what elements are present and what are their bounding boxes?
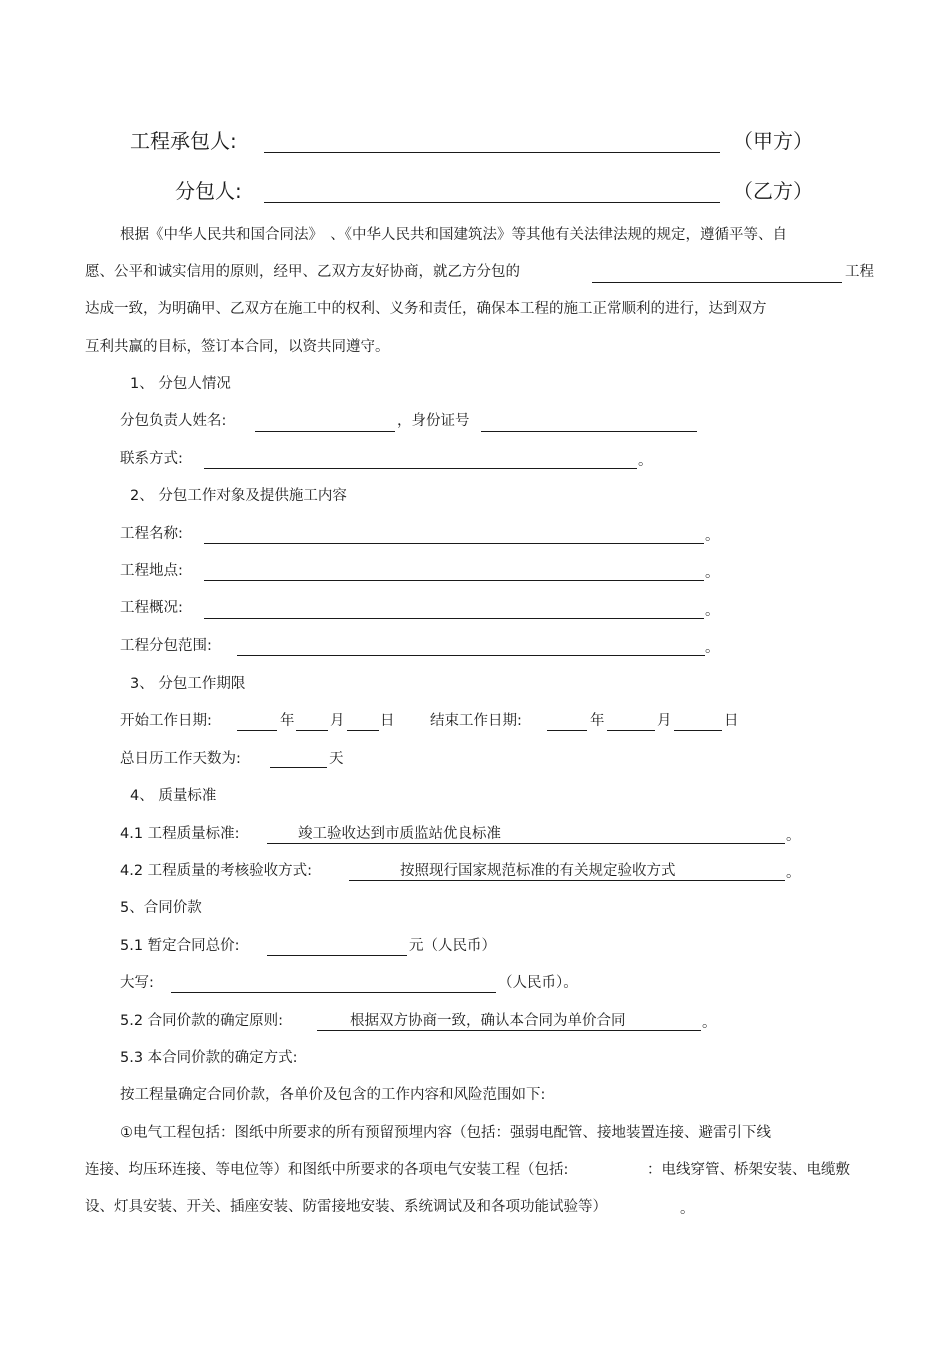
end-date-label: 结束工作日期: (430, 713, 522, 729)
project-name-blank[interactable] (204, 543, 704, 544)
project-location-label: 工程地点: (120, 563, 183, 579)
project-name-label: 工程名称: (120, 526, 183, 542)
name-label: 分包负责人姓名: (120, 413, 227, 429)
section-2-heading: 2、 分包工作对象及提供施工内容 (130, 488, 347, 504)
intro-line-4: 互利共赢的目标，签订本合同，以资共同遵守。 (85, 339, 390, 355)
name-blank[interactable] (255, 431, 395, 432)
section-1-heading: 1、 分包人情况 (130, 376, 231, 392)
end-month-blank[interactable] (607, 730, 655, 731)
section-5-heading: 5、合同价款 (120, 900, 202, 916)
electrical-line-2a: 连接、均压环连接、等电位等）和图纸中所要求的各项电气安装工程（包括: (85, 1162, 569, 1178)
intro-line-2: 愿、公平和诚实信用的原则，经甲、乙双方友好协商，就乙方分包的 (85, 264, 520, 280)
quality-standard-label: 4.1 工程质量标准: (120, 826, 240, 842)
end-year-unit: 年 (590, 713, 605, 729)
acceptance-method-period: 。 (786, 865, 801, 881)
start-date-label: 开始工作日期: (120, 713, 212, 729)
scope-period: 。 (705, 640, 720, 656)
total-days-blank[interactable] (270, 767, 327, 768)
start-month-unit: 月 (330, 713, 345, 729)
pricing-method-text: 按工程量确定合同价款，各单价及包含的工作内容和风险范围如下: (120, 1087, 546, 1103)
end-month-unit: 月 (657, 713, 672, 729)
uppercase-unit: （人民币）。 (498, 975, 578, 991)
subcontractor-blank[interactable] (264, 202, 720, 203)
id-blank[interactable] (481, 431, 697, 432)
electrical-line-3: 设、灯具安装、开关、插座安装、防雷接地安装、系统调试及和各项功能试验等） (85, 1199, 607, 1215)
id-label: ，身份证号 (397, 413, 470, 429)
project-location-period: 。 (705, 565, 720, 581)
project-location-blank[interactable] (204, 580, 704, 581)
intro-line-1: 根据《中华人民共和国合同法》 、《中华人民共和国建筑法》等其他有关法律法规的规定，遵循平等、自 (120, 227, 787, 243)
section-4-heading: 4、 质量标准 (130, 788, 217, 804)
start-year-blank[interactable] (237, 730, 277, 731)
intro-line-2-end: 工程 (845, 264, 874, 280)
quality-standard-period: 。 (786, 828, 801, 844)
contractor-label: 工程承包人: (130, 129, 237, 153)
electrical-period: 。 (680, 1201, 695, 1217)
contractor-blank[interactable] (264, 152, 720, 153)
party-b-label: （乙方） (733, 179, 813, 203)
contact-period: 。 (638, 453, 653, 469)
quality-standard-value: 竣工验收达到市质监站优良标准 (298, 826, 501, 842)
total-price-blank[interactable] (267, 955, 407, 956)
acceptance-method-value: 按照现行国家规范标准的有关规定验收方式 (400, 863, 676, 879)
end-year-blank[interactable] (547, 730, 587, 731)
scope-blank[interactable] (237, 655, 705, 656)
pricing-principle-label: 5.2 合同价款的确定原则: (120, 1013, 284, 1029)
project-name-period: 。 (705, 528, 720, 544)
start-day-blank[interactable] (347, 730, 379, 731)
start-month-blank[interactable] (296, 730, 328, 731)
subcontractor-label: 分包人: (175, 179, 242, 203)
project-overview-blank[interactable] (204, 618, 704, 619)
total-price-unit: 元（人民币） (409, 938, 496, 954)
total-price-label: 5.1 暂定合同总价: (120, 938, 240, 954)
end-day-unit: 日 (724, 713, 739, 729)
electrical-line-1: ①电气工程包括：图纸中所要求的所有预留预埋内容（包括：强弱电配管、接地装置连接、避雷引下线 (120, 1125, 771, 1141)
start-year-unit: 年 (280, 713, 295, 729)
total-days-unit: 天 (329, 751, 344, 767)
start-day-unit: 日 (380, 713, 395, 729)
project-overview-period: 。 (705, 603, 720, 619)
contact-label: 联系方式: (120, 451, 183, 467)
total-days-label: 总日历工作天数为: (120, 751, 241, 767)
project-overview-label: 工程概况: (120, 600, 183, 616)
pricing-method-label: 5.3 本合同价款的确定方式: (120, 1050, 298, 1066)
uppercase-blank[interactable] (171, 992, 496, 993)
contact-blank[interactable] (204, 468, 637, 469)
scope-label: 工程分包范围: (120, 638, 212, 654)
intro-line-3: 达成一致，为明确甲、乙双方在施工中的权利、义务和责任，确保本工程的施工正常顺利的进行，达到双方 (85, 301, 767, 317)
subcontract-project-blank[interactable] (592, 282, 842, 283)
pricing-principle-value: 根据双方协商一致，确认本合同为单价合同 (350, 1013, 626, 1029)
uppercase-label: 大写: (120, 975, 154, 991)
party-a-label: （甲方） (733, 129, 813, 153)
electrical-line-2b: ：电线穿管、桥架安装、电缆敷 (647, 1162, 850, 1178)
end-day-blank[interactable] (674, 730, 722, 731)
section-3-heading: 3、 分包工作期限 (130, 676, 246, 692)
pricing-principle-period: 。 (702, 1015, 717, 1031)
acceptance-method-label: 4.2 工程质量的考核验收方式: (120, 863, 313, 879)
